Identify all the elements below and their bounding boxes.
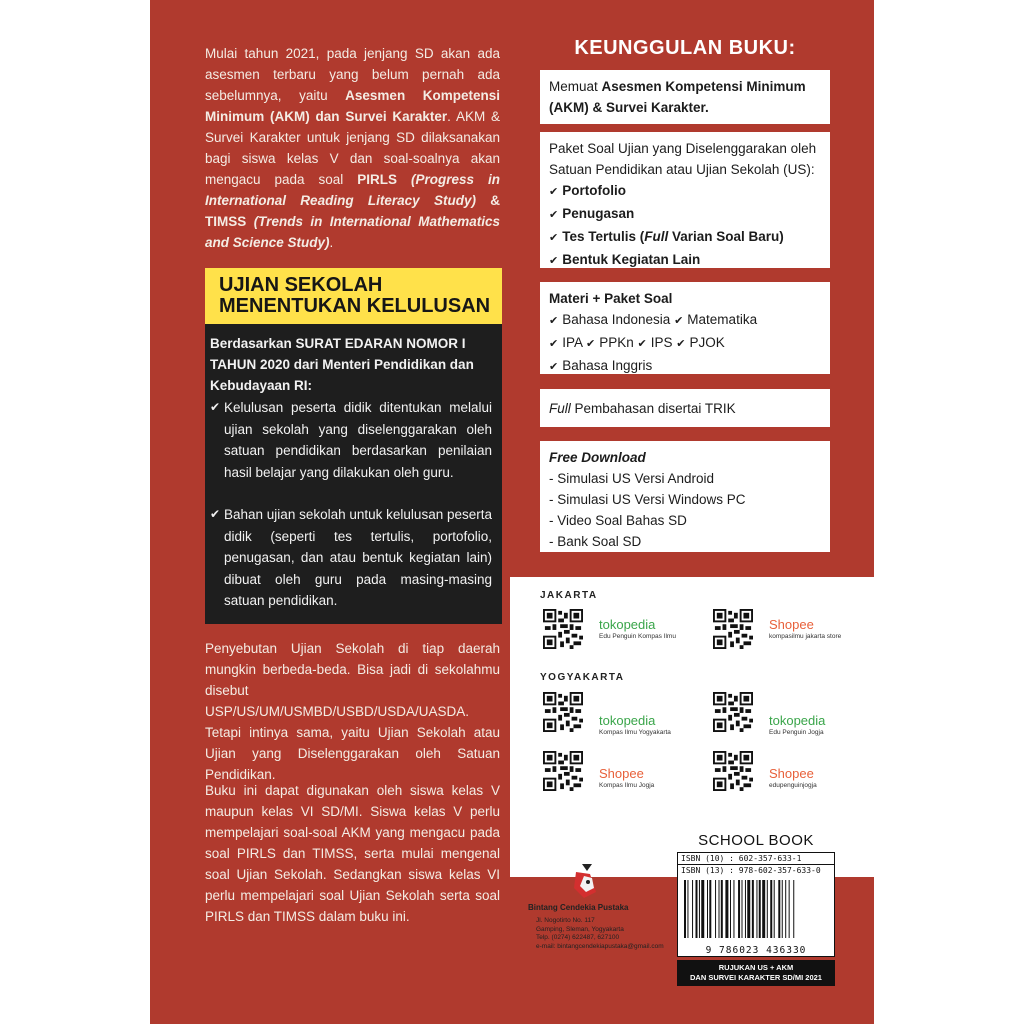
discussion-text: Pembahasan disertai TRIK (570, 401, 736, 416)
check-icon: ✔ (549, 315, 559, 327)
qr-code-icon[interactable] (713, 692, 753, 732)
barcode-icon (678, 878, 834, 940)
subject-bahasa-inggris: Bahasa Inggris (562, 358, 653, 373)
intro-bold-timss: TIMSS (205, 214, 247, 229)
school-book-label: SCHOOL BOOK (698, 832, 814, 849)
barcode-bar (730, 880, 731, 938)
barcode (678, 876, 834, 956)
barcode-bar (747, 880, 750, 938)
publisher-address-line: Gamping, Sleman, Yogyakarta (536, 925, 624, 933)
qr-code-icon[interactable] (543, 751, 583, 791)
barcode-bar (715, 880, 716, 938)
tokopedia-logo: tokopedia (599, 617, 656, 632)
check-icon: ✔ (549, 361, 559, 373)
regulation-bullet (210, 504, 492, 612)
barcode-bar (692, 880, 693, 938)
barcode-bar (762, 880, 765, 938)
check-icon: ✔ (210, 400, 221, 414)
publisher-email: e-mail: bintangcendekiapustaka@gmail.com (536, 942, 664, 950)
barcode-bar (745, 880, 746, 938)
store-sub-label: edupenguinjogja (769, 782, 817, 789)
check-icon: ✔ (549, 209, 559, 221)
intro-text-2: . AKM & Survei Karakter untuk jenjang SD dilaksanakan bagi siswa kelas V dan soal-soalnya akan mengacu pada soal (205, 109, 500, 187)
item-portofolio: Portofolio (562, 183, 626, 198)
regulation-bullet-text: Kelulusan peserta didik ditentukan melalui ujian sekolah yang diselenggarakan oleh satuan pendidikan berdasarkan penilaian hasil belajar yang dilakukan oleh guru. (224, 400, 492, 480)
discussion-full: Full (549, 401, 571, 416)
subjects-title: Materi + Paket Soal (549, 291, 673, 306)
subject-bahasa-indonesia: Bahasa Indonesia (562, 312, 671, 327)
barcode-bar (756, 880, 757, 938)
qr-code-icon[interactable] (713, 751, 753, 791)
intro-bold-akm: Asesmen Kompetensi Minimum (AKM) dan Survei Karakter (205, 88, 500, 124)
barcode-bar (707, 880, 708, 938)
akm-prefix: Memuat (549, 79, 602, 94)
store-sub-label: kompasilmu jakarta store (769, 633, 842, 640)
download-item: - Simulasi US Versi Android (549, 471, 715, 486)
barcode-bar (789, 880, 790, 938)
advantage-box-discussion (540, 389, 830, 427)
barcode-bar (759, 880, 761, 938)
check-icon: ✔ (549, 232, 559, 244)
check-icon: ✔ (549, 255, 559, 267)
audience-paragraph: Buku ini dapat digunakan oleh siswa kelas V maupun kelas VI SD/MI. Siswa kelas V perlu mempelajari soal-soal AKM yang mengacu pada soal PIRLS dan TIMSS, serta mulai mengenal soal Ujian Sekolah. Sedangkan siswa kelas VI perlu mempelajari soal Ujian Sekolah serta soal PIRLS dan TIMSS dalam buku ini. (205, 783, 500, 924)
book-back-cover (150, 0, 874, 1024)
subject-ipa: IPA (562, 335, 583, 350)
store-tokopedia-jogja[interactable] (769, 713, 825, 736)
city-label-jakarta: JAKARTA (540, 590, 598, 601)
downloads-title: Free Download (549, 450, 646, 465)
barcode-bar (684, 880, 686, 938)
store-tokopedia-jakarta[interactable] (599, 617, 676, 640)
barcode-number: 9 786023 436330 (705, 945, 807, 956)
store-sub-label: Edu Penguin Jogja (769, 729, 824, 736)
isbn-block (677, 832, 835, 986)
store-shopee-yogyakarta[interactable] (599, 766, 654, 789)
exam-package-line2: Satuan Pendidikan atau Ujian Sekolah (US): (549, 162, 815, 177)
download-item: - Bank Soal SD (549, 534, 642, 549)
check-icon: ✔ (676, 338, 686, 350)
regulation-box (205, 324, 502, 624)
advantage-box-downloads (540, 441, 830, 552)
barcode-bar (719, 880, 720, 938)
intro-paragraph (205, 43, 500, 253)
advantage-box-exam-package (540, 132, 830, 268)
shopee-logo: Shopee (599, 766, 644, 781)
regulation-bullet (210, 397, 492, 483)
barcode-bar (785, 880, 786, 938)
exam-package-line1: Paket Soal Ujian yang Diselenggarakan oleh (549, 141, 817, 156)
publisher-address-line: Telp. (0274) 622487, 627100 (536, 934, 620, 941)
intro-bold-pirls: PIRLS (357, 172, 398, 187)
store-sub-label: Edu Penguin Kompas Ilmu (599, 633, 676, 640)
store-sub-label: Kompas Ilmu Jogja (599, 782, 655, 789)
barcode-bar (733, 880, 734, 938)
intro-italic-pirls: (Progress in International Reading Literacy Study) (205, 172, 500, 208)
isbn-10: ISBN (10) : 602-357-633-1 (678, 853, 834, 865)
exam-naming-paragraph: Penyebutan Ujian Sekolah di tiap daerah mungkin berbeda-beda. Bisa jadi di sekolahmu disebut USP/US/UM/USMBD/USBD/USDA/UASDA. Tetapi intinya sama, yaitu Ujian Sekolah atau Ujian yang Diselenggarakan oleh Satuan Pendidikan. (205, 641, 500, 782)
subject-pjok: PJOK (689, 335, 725, 350)
check-icon: ✔ (549, 186, 559, 198)
store-shopee-jogja[interactable] (769, 766, 817, 789)
advantages-title: KEUNGGULAN BUKU: (574, 37, 796, 59)
barcode-bar (742, 880, 743, 938)
exam-banner (205, 268, 502, 326)
intro-text-1: Mulai tahun 2021, pada jenjang SD akan ada asesmen terbaru yang belum pernah ada sebelumnya, yaitu (205, 46, 500, 103)
store-shopee-jakarta[interactable] (769, 617, 841, 640)
barcode-bar (782, 880, 783, 938)
publisher-address-line: Jl. Nogotirto No. 117 (536, 917, 595, 924)
download-item: - Simulasi US Versi Windows PC (549, 492, 746, 507)
intro-period: . (329, 235, 334, 250)
book-subtitle-banner (677, 960, 835, 986)
barcode-bar (770, 880, 772, 938)
tokopedia-logo: tokopedia (599, 713, 656, 728)
check-icon: ✔ (637, 338, 647, 350)
qr-code-icon[interactable] (543, 609, 583, 649)
tokopedia-logo: tokopedia (769, 713, 826, 728)
isbn-box (677, 852, 835, 957)
barcode-bar (687, 880, 688, 938)
publisher-address (536, 917, 664, 951)
barcode-bar (701, 880, 704, 938)
check-icon: ✔ (549, 338, 559, 350)
advantage-box-akm (540, 70, 830, 124)
subject-ppkn: PPKn (599, 335, 634, 350)
barcode-bar (774, 880, 775, 938)
barcode-bar (778, 880, 780, 938)
akm-bold: Asesmen Kompetensi Minimum (AKM) & Survei Karakter. (549, 79, 806, 115)
item-tes-tertulis-a: Tes Tertulis ( (562, 229, 645, 244)
publisher-logo-icon (570, 862, 600, 900)
qr-code-icon[interactable] (713, 609, 753, 649)
store-sub-label: Kompas Ilmu Yogyakarta (599, 729, 671, 736)
barcode-bar (721, 880, 723, 938)
publisher-name: Bintang Cendekia Pustaka (528, 903, 629, 912)
advantage-box-subjects (540, 282, 830, 374)
intro-ampersand: & (475, 193, 501, 208)
barcode-bar (696, 880, 698, 938)
intro-italic-timss: (Trends in International Mathematics and Science Study) (205, 214, 500, 250)
barcode-bar (738, 880, 740, 938)
barcode-bar (709, 880, 711, 938)
banner-line1: RUJUKAN US + AKM (718, 963, 794, 972)
banner-line2: DAN SURVEI KARAKTER SD/MI 2021 (690, 973, 822, 982)
city-label-yogyakarta: YOGYAKARTA (540, 672, 625, 683)
barcode-bar (793, 880, 794, 938)
item-tes-tertulis-full: Full (644, 229, 669, 244)
check-icon: ✔ (674, 315, 684, 327)
item-bentuk-kegiatan: Bentuk Kegiatan Lain (562, 252, 701, 267)
download-item: - Video Soal Bahas SD (549, 513, 687, 528)
subject-ips: IPS (650, 335, 673, 350)
shopee-logo: Shopee (769, 617, 814, 632)
regulation-bullet-text: Bahan ujian sekolah untuk kelulusan peserta didik (seperti tes tertulis, portofolio, penugasan, dan atau bentuk kegiatan lain) dibuat oleh guru pada masing-masing satuan pendidikan. (224, 507, 492, 608)
shopee-logo: Shopee (769, 766, 814, 781)
item-tes-tertulis-c: Varian Soal Baru) (668, 229, 784, 244)
isbn-13: ISBN (13) : 978-602-357-633-0 (678, 865, 834, 876)
qr-code-icon[interactable] (543, 692, 583, 732)
item-penugasan: Penugasan (562, 206, 635, 221)
check-icon: ✔ (210, 507, 221, 521)
subject-matematika: Matematika (687, 312, 758, 327)
store-tokopedia-yogyakarta[interactable] (599, 713, 671, 736)
barcode-bar (752, 880, 754, 938)
barcode-bar (699, 880, 700, 938)
check-icon: ✔ (586, 338, 596, 350)
barcode-bar (767, 880, 768, 938)
exam-banner-line2: MENENTUKAN KELULUSAN (219, 295, 491, 317)
regulation-heading: Berdasarkan SURAT EDARAN NOMOR I TAHUN 2020 dari Menteri Pendidikan dan Kebudayaan RI: (210, 336, 474, 393)
exam-banner-line1: UJIAN SEKOLAH (219, 274, 383, 296)
barcode-bar (725, 880, 728, 938)
